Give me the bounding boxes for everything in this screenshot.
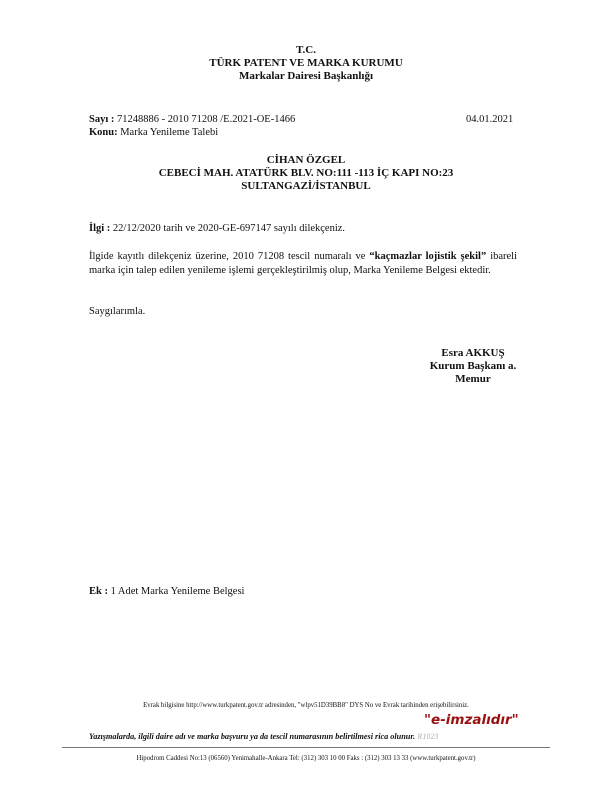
- footer-address: Hipodrom Caddesi No:13 (06560) Yenimahalle-Ankara Tel: (312) 303 10 00 Faks : (312) 303 13 33 (www.turkpatent.gov.tr): [136, 755, 476, 762]
- verification-text: Evrak bilgisine http://www.turkpatent.gov.tr adresinden, "wlpv51D39BB8" DYS No ve Evrak tarihinden erişebilirsiniz.: [143, 702, 469, 709]
- signatory-role: Memur: [455, 373, 491, 385]
- ilgi-line: [89, 222, 345, 235]
- footer-divider: [62, 747, 550, 748]
- signatory-name: Esra AKKUŞ: [441, 347, 505, 359]
- konu-value: Marka Yenileme Talebi: [117, 127, 219, 138]
- recipient-address-1: CEBECİ MAH. ATATÜRK BLV. NO:111 -113 İÇ KAPI NO:23: [158, 167, 454, 179]
- attachment-label: Ek :: [89, 586, 108, 597]
- header-institution: TÜRK PATENT VE MARKA KURUMU: [209, 57, 403, 69]
- closing: Saygılarımla.: [89, 306, 146, 317]
- attachment-value: 1 Adet Marka Yenileme Belgesi: [107, 586, 245, 597]
- document-code: R1023: [417, 732, 439, 741]
- ilgi-label: İlgi :: [89, 223, 111, 234]
- sayi-line: [89, 113, 295, 126]
- recipient-name: CİHAN ÖZGEL: [266, 154, 346, 166]
- body-text-before: İlgide kayıtlı dilekçeniz üzerine, 2010 71208 tescil numaralı ve: [89, 251, 370, 262]
- header-department: Markalar Dairesi Başkanlığı: [238, 70, 374, 82]
- konu-label: Konu:: [89, 127, 118, 138]
- attachment-line: [89, 585, 244, 598]
- body-paragraph: [89, 250, 517, 278]
- body-text-after: ibareli marka için talep edilen yenileme işlemi gerçekleştirilmiş olup, Marka Yenileme Belgesi ektedir.: [89, 251, 518, 276]
- mark-name: “kaçmazlar lojistik şekil”: [369, 251, 487, 262]
- e-signature-stamp: "e-imzalıdır": [424, 712, 519, 728]
- sayi-label: Sayı :: [89, 114, 115, 125]
- footer-notice: Yazışmalarda, ilgili daire adı ve marka başvuru ya da tescil numarasının belirtilmesi rica olunur.: [89, 732, 416, 741]
- konu-line: [89, 126, 218, 139]
- recipient-address-2: SULTANGAZİ/İSTANBUL: [241, 180, 371, 192]
- header-tc: T.C.: [296, 44, 316, 56]
- sayi-value: 71248886 - 2010 71208 /E.2021-OE-1466: [114, 114, 296, 125]
- footer-notice-line: [89, 732, 439, 741]
- document-date: 04.01.2021: [466, 114, 514, 125]
- signatory-title: Kurum Başkanı a.: [429, 360, 517, 372]
- ilgi-value: 22/12/2020 tarih ve 2020-GE-697147 sayılı dilekçeniz.: [110, 223, 346, 234]
